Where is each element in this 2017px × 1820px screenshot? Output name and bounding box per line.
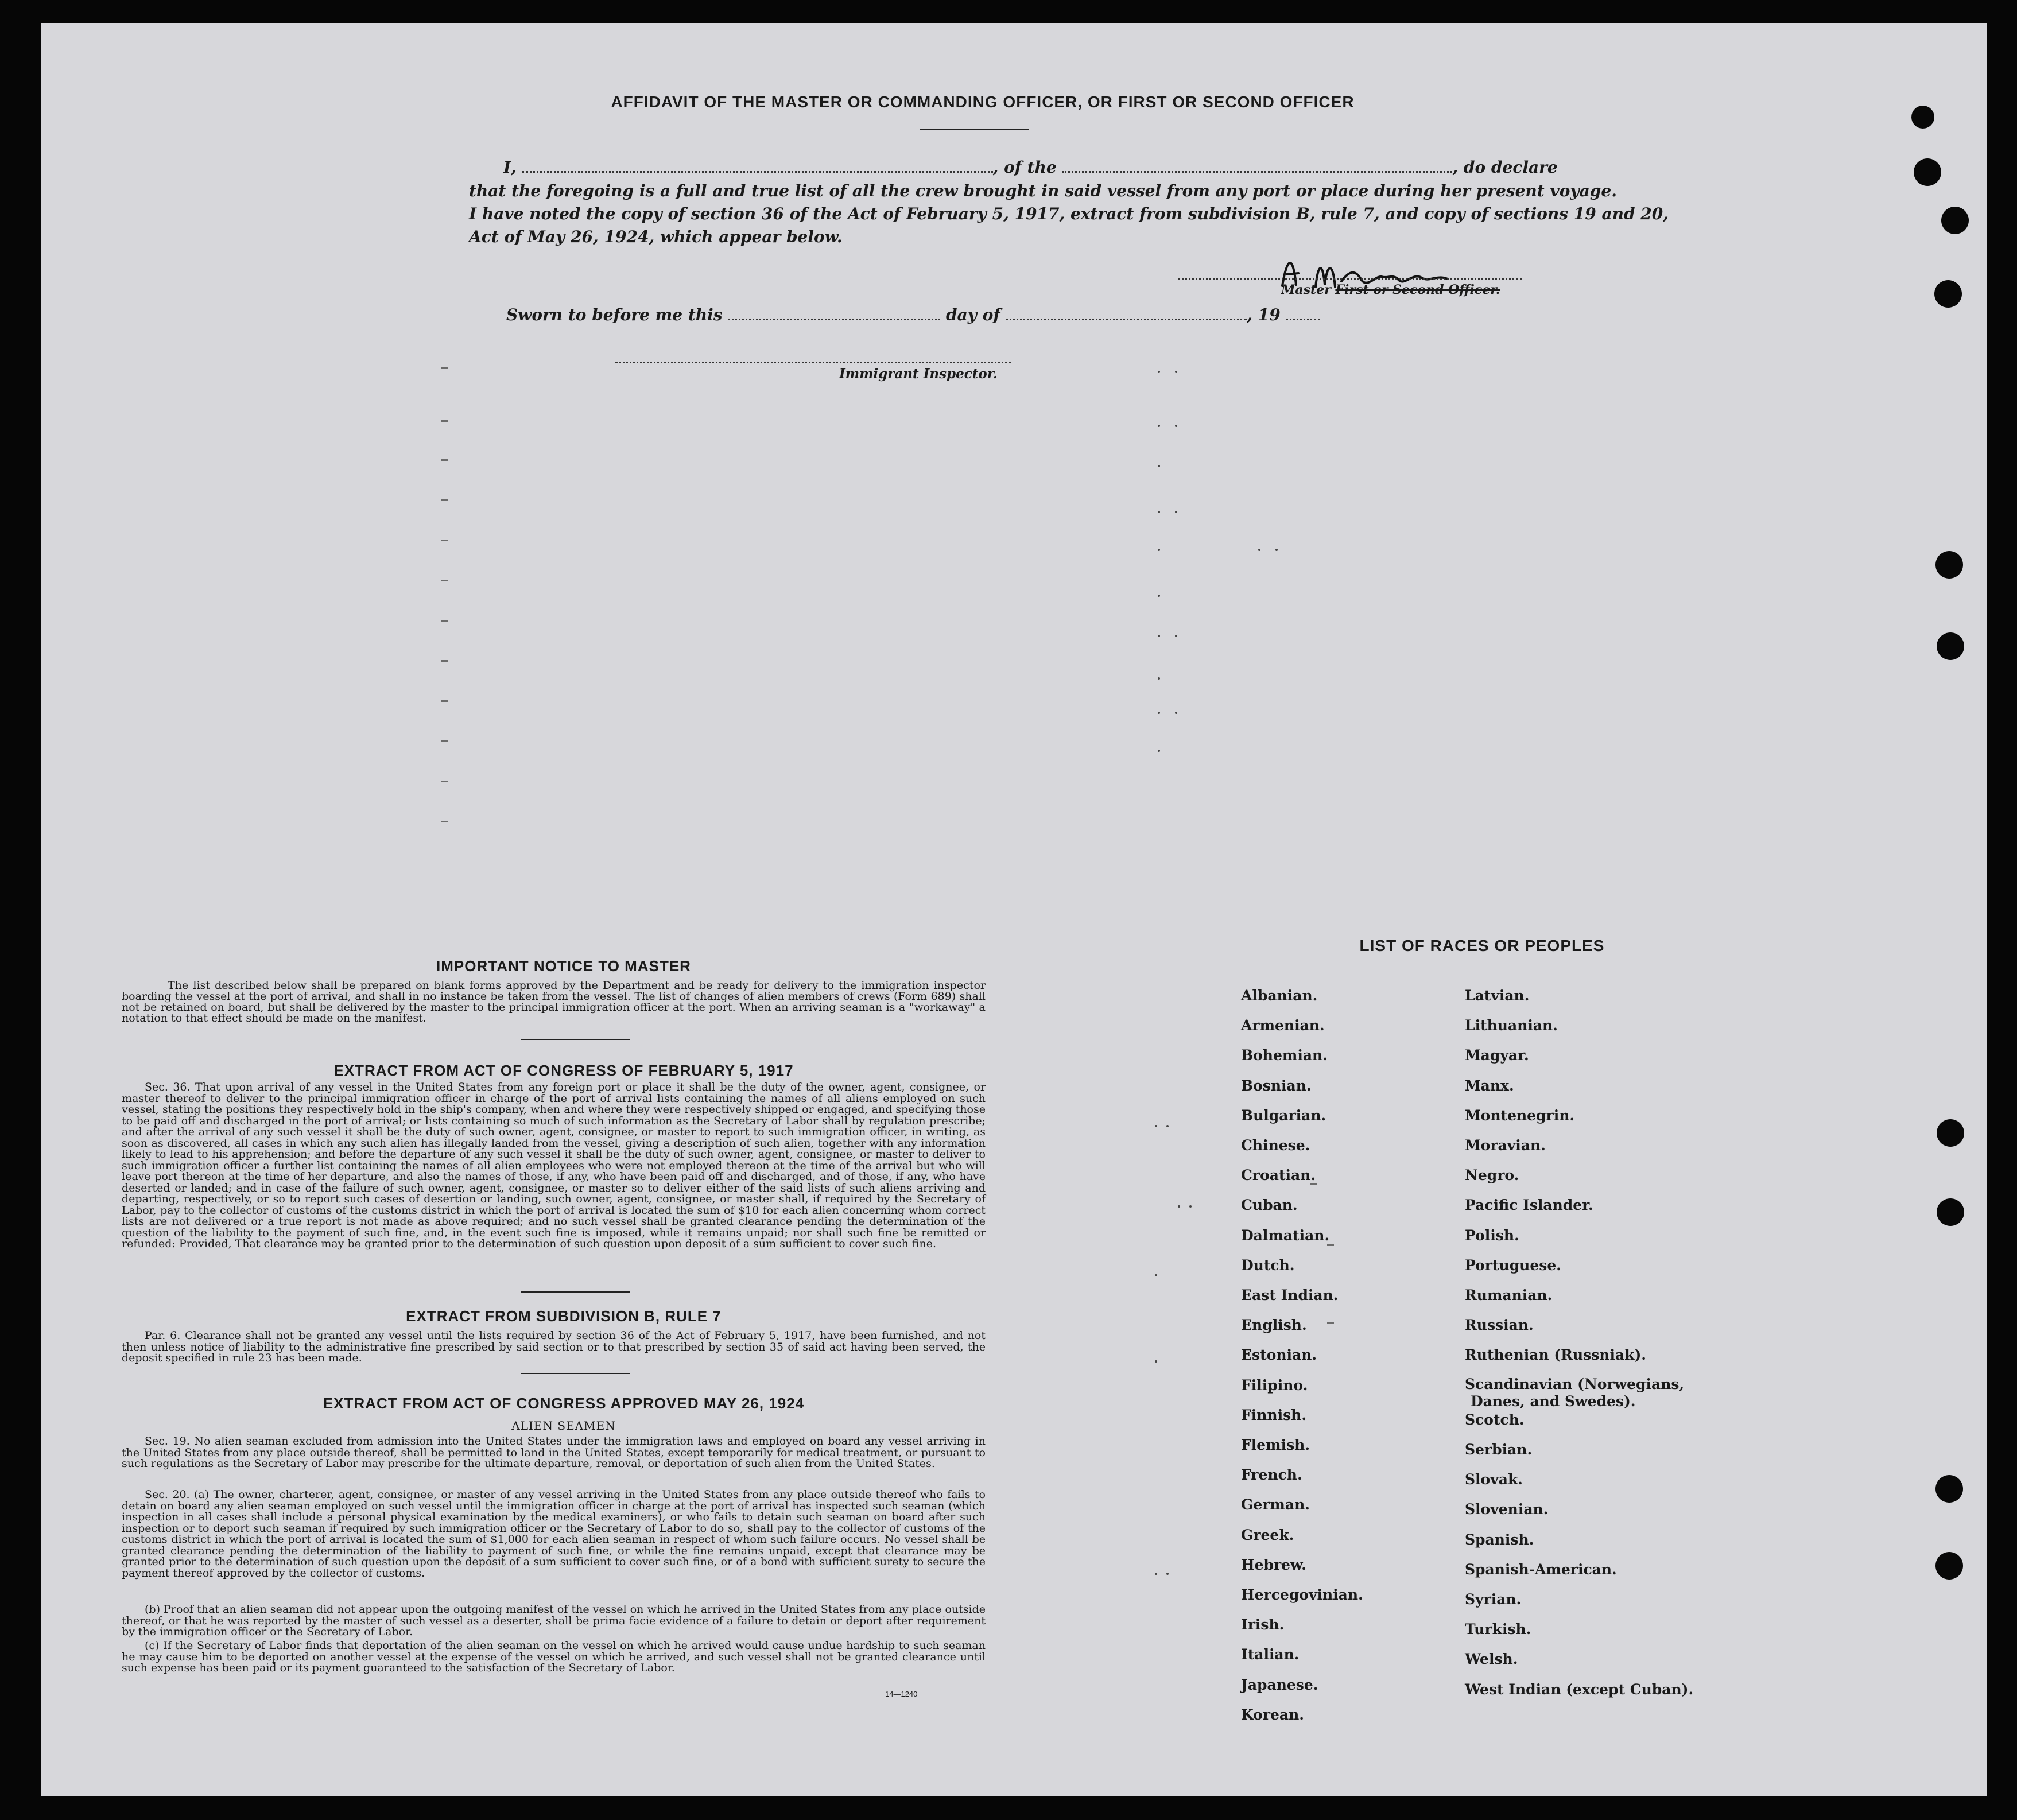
section-divider [521, 1039, 630, 1040]
race-item: Bohemian. [1241, 1047, 1328, 1064]
stray-mark [1327, 1244, 1334, 1246]
speck [1158, 465, 1160, 467]
margin-mark [441, 740, 448, 742]
notice-body: The list described below shall be prepared on blank forms approved by the Department and be ready for delivery to the immigration inspector boarding the vessel at the port of arrival, and shall in no instance be taken from the vessel. The list of changes of alien members of crews (Form 689) shall not be retained on board, but shall be delivered by the master to the principal immigration officer at the port. When an arriving seaman is a "workaway" a notation to that effect should be made on the manifest. [122, 979, 986, 1025]
race-item: Spanish. [1465, 1531, 1534, 1548]
speck [1158, 511, 1160, 513]
punch-hole [1937, 1119, 1964, 1147]
race-item: Lithuanian. [1465, 1017, 1558, 1034]
race-item: Estonian. [1241, 1346, 1317, 1364]
race-item: Dalmatian. [1241, 1227, 1330, 1244]
race-item: Portuguese. [1465, 1256, 1561, 1274]
race-item: Japanese. [1241, 1676, 1318, 1693]
sworn-day-blank[interactable] [728, 318, 940, 320]
signature-line [1178, 278, 1522, 280]
race-item: Slovenian. [1465, 1501, 1549, 1518]
race-item: Syrian. [1465, 1591, 1522, 1608]
margin-mark [441, 781, 448, 782]
margin-mark [441, 420, 448, 422]
section-divider [521, 1291, 630, 1293]
extract-1917-body: Sec. 36. That upon arrival of any vessel in the United States from any foreign port or place it shall be the duty of the owner, agent, consignee, or master thereof to deliver to the principal immigration officer in charge of the port of arrival lists containing the names of all aliens employed on such vessel, stating the positions they respectively hold in the ship's company, when and where they were respectively shipped or engaged, and specifying those to be paid off and discharged in the port of arrival; or lists containing so much of such information as the Secretary of Labor shall by regulation prescribe; and after the arrival of any such vessel it shall be the duty of such owner, agent, consignee, or master to report to such immigration officer, in writing, as soon as discovered, all cases in which any such alien has illegally landed from the vessel, giving a description of such alien, together with any information likely to lead to his apprehension; and before the departure of any such vessel it shall be the duty of such owner, agent, consignee, or master to deliver to such immigration officer a further list containing the names of all alien employees who were not employed thereon at the time of the arrival but who will leave port thereon at the time of her departure, and also the names of those, if any, who have been paid off and discharged, and of those, if any, who have deserted or landed; and in case of the failure of such owner, agent, consignee, or master so to deliver either of the said lists of such aliens arriving and departing, respectively, or so to report such cases of desertion or landing, such owner, agent, consignee, or master shall, if required by the Secretary of Labor, pay to the collector of customs of the customs district in which the port of arrival is located the sum of $10 for each alien concerning whom correct lists are not delivered or a true report is not made as above required; and no such vessel shall be granted clearance pending the determination of the question of the liability to the payment of such fine, and, in the event such fine is imposed, while it remains unpaid; nor shall such fine be remitted or refunded: Provided, That clearance may be granted prior to the determination of such question upon deposit of a sum sufficient to cover such fine. [122, 1081, 986, 1250]
race-item: Welsh. [1465, 1651, 1518, 1668]
speck [1175, 635, 1177, 637]
margin-mark [441, 367, 448, 369]
race-item: Albanian. [1241, 987, 1318, 1004]
section-divider [521, 1373, 630, 1374]
speck [1158, 750, 1160, 752]
speck [1175, 712, 1177, 714]
race-item: Chinese. [1241, 1137, 1310, 1154]
affidavit-line-2: that the foregoing is a full and true list of all the crew brought in said vessel from any port or place during her present voyage. [469, 181, 1617, 200]
race-item: Greek. [1241, 1526, 1294, 1543]
struck-officer-label: First or Second Officer. [1335, 282, 1500, 297]
day-of-label: day of [946, 305, 1000, 324]
race-item: Irish. [1241, 1616, 1285, 1633]
race-item: Manx. [1465, 1077, 1514, 1094]
margin-mark [441, 459, 448, 461]
stray-mark [1310, 1183, 1317, 1185]
alien-seamen-subtitle: ALIEN SEAMEN [511, 1419, 616, 1433]
document-page [41, 23, 1987, 1796]
speck [1155, 1274, 1157, 1276]
race-item: Scandinavian (Norwegians, [1465, 1375, 1685, 1392]
race-item: West Indian (except Cuban). [1465, 1681, 1694, 1698]
stray-mark [1327, 1322, 1334, 1324]
punch-hole [1937, 632, 1964, 660]
punch-hole [1935, 1552, 1963, 1580]
speck [1158, 712, 1160, 714]
race-item: Moravian. [1465, 1137, 1546, 1154]
notice-title: IMPORTANT NOTICE TO MASTER [436, 957, 691, 975]
speck [1175, 371, 1177, 373]
extract-1924-sec20b: (b) Proof that an alien seaman did not appear upon the outgoing manifest of the vessel on which he arrived in the United States from any place outside thereof, or that he was reported by the master of such vessel as a deserter, shall be prima facie evidence of a failure to detain or deport after requirement by the immigration officer or the Secretary of Labor. [122, 1603, 986, 1638]
sworn-label: Sworn to before me this [506, 305, 723, 324]
punch-hole [1935, 1475, 1963, 1503]
race-item: Bulgarian. [1241, 1107, 1326, 1124]
form-number: 14—1240 [885, 1690, 918, 1698]
race-item: Pacific Islander. [1465, 1197, 1593, 1214]
speck [1258, 549, 1260, 551]
race-item: Latvian. [1465, 987, 1530, 1004]
inspector-line [615, 362, 1011, 363]
race-item: Turkish. [1465, 1621, 1531, 1638]
speck [1189, 1205, 1192, 1208]
affidavit-line-1 [503, 158, 1594, 177]
race-item: Filipino. [1241, 1376, 1308, 1394]
race-item: Spanish-American. [1465, 1561, 1617, 1578]
extract-rule7-body: Par. 6. Clearance shall not be granted any vessel until the lists required by section 36 of the Act of February 5, 1917, have been furnished, and not then unless notice of liability to the administrative fine prescribed by said section or to that prescribed by section 35 of said act having been served, the deposit specified in rule 23 has been made. [122, 1329, 986, 1364]
sworn-year-blank[interactable] [1286, 318, 1320, 320]
race-item: Korean. [1241, 1706, 1305, 1723]
race-item: Danes, and Swedes). [1471, 1392, 1636, 1410]
speck [1158, 371, 1160, 373]
speck [1158, 635, 1160, 637]
race-item: German. [1241, 1496, 1310, 1514]
year-label: , 19 [1247, 305, 1281, 324]
speck [1175, 425, 1177, 427]
master-label [1281, 282, 1500, 297]
race-item: Montenegrin. [1465, 1107, 1575, 1124]
races-title: LIST OF RACES OR PEOPLES [1359, 937, 1605, 954]
affidavit-line-4: Act of May 26, 1924, which appear below. [469, 227, 843, 246]
margin-mark [441, 700, 448, 702]
margin-mark [441, 620, 448, 622]
race-item: Italian. [1241, 1646, 1300, 1663]
race-item: Serbian. [1465, 1441, 1533, 1458]
signature-text [41, 23, 42, 24]
race-item: Cuban. [1241, 1197, 1298, 1214]
extract-1924-sec20a: Sec. 20. (a) The owner, charterer, agent, consignee, or master of any vessel arriving in the United States from any place outside thereof who fails to detain on board any alien seaman employed on such vessel until the immigration officer in charge at the port of arrival has inspected such seaman (which inspection in all cases shall include a personal physical examination by the medical examiners), or who fails to detain such seaman on board after such inspection or to deport such seaman if required by such immigration officer or the Secretary of Labor to do so, shall pay to the collector of customs of the customs district in which the port of arrival is located the sum of $1,000 for each alien seaman in respect of whom such failure occurs. No vessel shall be granted clearance pending the determination of the liability to payment of such fine, or while the fine remains unpaid, except that clearance may be granted prior to the determination of such question upon the deposit of a sum sufficient to cover such fine, or of a bond with sufficient surety to secure the payment thereof approved by the collector of customs. [122, 1488, 986, 1580]
race-item: Armenian. [1241, 1017, 1325, 1034]
race-item: Ruthenian (Russniak). [1465, 1346, 1646, 1364]
affidavit-title: AFFIDAVIT OF THE MASTER OR COMMANDING OFFICER, OR FIRST OR SECOND OFFICER [611, 93, 1355, 111]
inspector-label: Immigrant Inspector. [839, 366, 998, 382]
extract-1917-title: EXTRACT FROM ACT OF CONGRESS OF FEBRUARY 5, 1917 [333, 1062, 794, 1079]
extract-1924-sec19: Sec. 19. No alien seaman excluded from admission into the United States under the immigration laws and employed on board any vessel arriving in the United States from any place outside thereof, shall be permitted to land in the United States, except temporarily for medical treatment, or pursuant to such regulations as the Secretary of Labor may prescribe for the ultimate departure, removal, or deportation of such alien from the United States. [122, 1435, 986, 1470]
speck [1155, 1125, 1157, 1127]
affidavit-line-3: I have noted the copy of section 36 of the Act of February 5, 1917, extract from subdivision B, rule 7, and copy of sections 19 and 20, [469, 204, 1669, 223]
race-item: French. [1241, 1466, 1302, 1484]
margin-mark [441, 580, 448, 581]
speck [1275, 549, 1278, 551]
race-item: Russian. [1465, 1317, 1534, 1334]
margin-mark [441, 821, 448, 822]
punch-hole [1911, 106, 1934, 129]
extract-rule7-title: EXTRACT FROM SUBDIVISION B, RULE 7 [406, 1307, 722, 1325]
title-divider [920, 129, 1029, 130]
race-item: Hebrew. [1241, 1556, 1306, 1573]
speck [1158, 549, 1160, 551]
extract-1924-sec20c: (c) If the Secretary of Labor finds that deportation of the alien seaman on the vessel on which he arrived would cause undue hardship to such seaman he may cause him to be deported on another vessel at the expense of the vessel on which he arrived, and such vessel shall not be granted clearance until such expense has been paid or its payment guaranteed to the satisfaction of the Secretary of Labor. [122, 1639, 986, 1674]
race-item: Polish. [1465, 1227, 1519, 1244]
race-item: Slovak. [1465, 1471, 1523, 1488]
master-word: Master [1281, 282, 1331, 297]
punch-hole [1914, 158, 1941, 186]
do-declare-label: , do declare [1452, 158, 1558, 177]
speck [1158, 425, 1160, 427]
margin-mark [441, 499, 448, 501]
name-blank[interactable] [522, 170, 993, 173]
race-item: Bosnian. [1241, 1077, 1312, 1094]
margin-mark [441, 540, 448, 541]
margin-mark [441, 660, 448, 662]
speck [1158, 595, 1160, 597]
race-item: Hercegovinian. [1241, 1586, 1363, 1603]
race-item: Magyar. [1465, 1047, 1529, 1064]
race-item: Dutch. [1241, 1256, 1295, 1274]
extract-1924-title: EXTRACT FROM ACT OF CONGRESS APPROVED MAY 26, 1924 [323, 1395, 805, 1412]
speck [1158, 677, 1160, 680]
speck [1166, 1573, 1169, 1575]
punch-hole [1937, 1198, 1964, 1226]
race-item: East Indian. [1241, 1287, 1339, 1303]
race-item: Flemish. [1241, 1437, 1310, 1453]
speck [1155, 1573, 1157, 1575]
speck [1166, 1125, 1169, 1127]
of-the-label: , of the [992, 158, 1057, 177]
punch-hole [1935, 551, 1963, 579]
race-item: Rumanian. [1465, 1287, 1553, 1303]
speck [1178, 1205, 1180, 1208]
speck [1175, 511, 1177, 513]
sworn-month-blank[interactable] [1006, 318, 1247, 320]
race-item: Negro. [1465, 1167, 1519, 1184]
vessel-blank[interactable] [1062, 170, 1452, 173]
punch-hole [1941, 207, 1969, 234]
punch-hole [1934, 280, 1962, 308]
i-label: I, [503, 158, 517, 177]
race-item: Finnish. [1241, 1406, 1307, 1423]
race-item: Croatian. [1241, 1167, 1316, 1184]
sworn-line [506, 305, 1425, 324]
race-item: English. [1241, 1317, 1307, 1334]
race-item: Scotch. [1465, 1411, 1525, 1428]
speck [1155, 1360, 1157, 1363]
